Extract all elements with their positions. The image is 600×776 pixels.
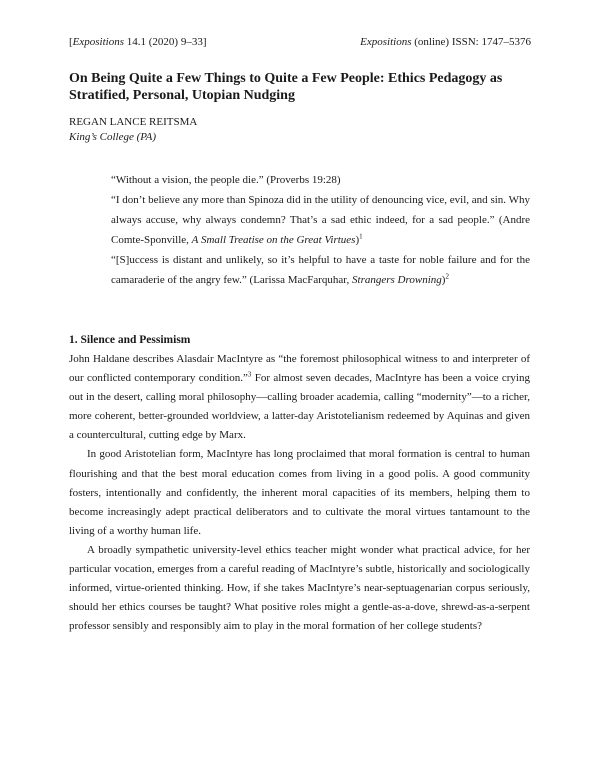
paragraph-3: A broadly sympathetic university-level ethics teacher might wonder what practical advice, for her particular vocation, emerges from a careful reading of MacIntyre’s subtle, historically and sociologically informed, virtue-oriented thinking. How, if she takes MacIntyre’s near-septuagenarian corpus seriously, should her ethics courses be taught? What positive roles might a gentle-as-a-dove, shrewd-as-a-serpent professor sensibly and responsibly aim to play in the moral formation of her college students? [69,543,530,633]
author-block [69,115,529,145]
paragraph-1-b: For almost seven decades, MacIntyre has been a voice crying out in the desert, calling moral philosophy—calling broader academia, calling “modernity”—to a richer, more coherent, better-grounded worldview, a latter-day Aristotelianism redeemed by Aquinas and given a countercultural, cutting edge by Marx. [69,372,530,442]
epigraph-2-work: A Small Treatise on the Great Virtues [191,234,356,246]
header-citation: 14.1 (2020) 9–33 [124,36,203,48]
body-text [69,350,530,636]
epigraphs [111,170,530,290]
epigraph-3 [111,250,530,290]
paragraph-1-a: John Haldane describes Alasdair MacIntyre as “the foremost philosophical witness to and interpreter of our conflicted contemporary condition.” [69,353,530,385]
footnote-ref-1[interactable]: 1 [359,232,363,241]
epigraph-3-text: “[S]uccess is distant and unlikely, so it’s helpful to have a taste for noble failure and for the camaraderie of the angry few.” (Larissa MacFarquhar, [111,254,530,286]
epigraph-2-close: ) [355,234,360,246]
epigraph-2 [111,190,530,250]
running-header-left: [Expositions 14.1 (2020) 9–33] [69,36,207,48]
paragraph-2: In good Aristotelian form, MacIntyre has long proclaimed that moral formation is central to human flourishing and that the best moral education comes from living in a good polis. A good community fosters, intentionally and confidently, the inherent moral capacities of its members, helping them to become increasingly adept practical deliberators and to cultivate the moral virtues tantamount to the living of a worthy human life. [69,448,530,537]
footnote-ref-2[interactable]: 2 [445,272,449,281]
epigraph-3-close: ) [441,274,446,286]
running-header-right [360,35,531,49]
epigraph-3-work: Strangers Drowning [352,274,442,286]
header-journal-name: Expositions [72,36,125,48]
paragraph-1 [69,350,530,445]
author-name: REGAN LANCE REITSMA [69,116,198,128]
epigraph-1: “Without a vision, the people die.” (Proverbs 19:28) [111,174,341,186]
header-journal-name-right: Expositions [360,36,412,48]
header-issn: (online) ISSN: 1747–5376 [411,36,531,48]
author-affiliation: King’s College (PA) [69,131,156,143]
section-heading: 1. Silence and Pessimism [69,334,191,346]
epigraph-2-text: “I don’t believe any more than Spinoza did in the utility of denouncing vice, evil, and sin. Why always accuse, why always condemn? That’s a sad ethic indeed, for a sad people.” (Andre Comte-Sponville, [111,194,530,246]
footnote-ref-3[interactable]: 3 [247,370,252,379]
article-title: On Being Quite a Few Things to Quite a Few People: Ethics Pedagogy as Stratified, Personal, Utopian Nudging [69,71,503,103]
